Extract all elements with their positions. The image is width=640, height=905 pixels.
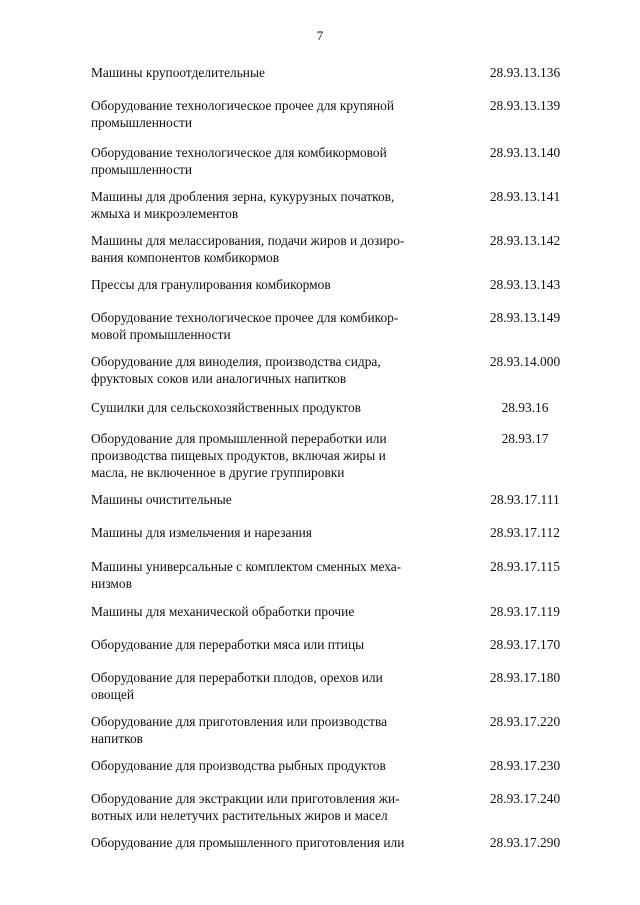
item-code: 28.93.17.290 <box>489 835 561 850</box>
item-code: 28.93.17.240 <box>489 791 561 806</box>
item-description: Сушилки для сельскохозяйственных продуктов <box>91 400 361 415</box>
item-description: Оборудование для экстракции или приготовления жи- вотных или нелетучих растительных жиров и масел <box>91 791 400 823</box>
item-code: 28.93.13.139 <box>489 98 561 113</box>
item-code: 28.93.13.149 <box>489 310 561 325</box>
item-description: Оборудование для производства рыбных продуктов <box>91 758 386 773</box>
item-description: Машины для дробления зерна, кукурузных початков, жмыха и микроэлементов <box>91 189 395 221</box>
item-description: Оборудование для виноделия, производства сидра, фруктовых соков или аналогичных напитков <box>91 354 381 386</box>
item-description: Машины универсальные с комплектом сменных меха- низмов <box>91 559 402 591</box>
item-code: 28.93.17.180 <box>489 670 561 685</box>
item-description: Оборудование для промышленного приготовления или <box>91 835 405 850</box>
item-code: 28.93.16 <box>501 400 549 415</box>
item-code: 28.93.17 <box>501 431 549 446</box>
item-code: 28.93.13.136 <box>489 65 561 80</box>
item-code: 28.93.13.140 <box>489 145 561 160</box>
item-code: 28.93.13.141 <box>489 189 561 204</box>
item-code: 28.93.13.143 <box>489 277 561 292</box>
item-description: Оборудование технологическое прочее для комбикор- мовой промышленности <box>91 310 399 342</box>
item-code: 28.93.17.112 <box>490 525 560 540</box>
item-code: 28.93.17.220 <box>489 714 561 729</box>
item-description: Оборудование для приготовления или производства напитков <box>91 714 388 746</box>
item-description: Оборудование для переработки мяса или птицы <box>91 637 365 652</box>
item-code: 28.93.13.142 <box>489 233 561 248</box>
item-description: Машины для механической обработки прочие <box>91 604 355 619</box>
page-number: 7 <box>316 28 324 43</box>
item-code: 28.93.17.111 <box>490 492 560 507</box>
item-code: 28.93.14.000 <box>489 354 561 369</box>
item-description: Оборудование технологическое прочее для крупяной промышленности <box>91 98 394 130</box>
item-description: Прессы для гранулирования комбикормов <box>91 277 331 292</box>
item-description: Оборудование для переработки плодов, орехов или овощей <box>91 670 383 702</box>
item-description: Оборудование для промышленной переработки или производства пищевых продуктов, включая жиры и масла, не включенное в другие группировки <box>91 431 387 480</box>
item-description: Машины очистительные <box>91 492 232 507</box>
item-code: 28.93.17.119 <box>490 604 560 619</box>
item-code: 28.93.17.115 <box>490 559 560 574</box>
item-description: Машины для измельчения и нарезания <box>91 525 312 540</box>
item-description: Оборудование технологическое для комбикормовой промышленности <box>91 145 387 177</box>
item-code: 28.93.17.230 <box>489 758 561 773</box>
item-code: 28.93.17.170 <box>489 637 561 652</box>
item-description: Машины для мелассирования, подачи жиров и дозиро- вания компонентов комбикормов <box>91 233 405 265</box>
item-description: Машины крупоотделительные <box>91 65 265 80</box>
